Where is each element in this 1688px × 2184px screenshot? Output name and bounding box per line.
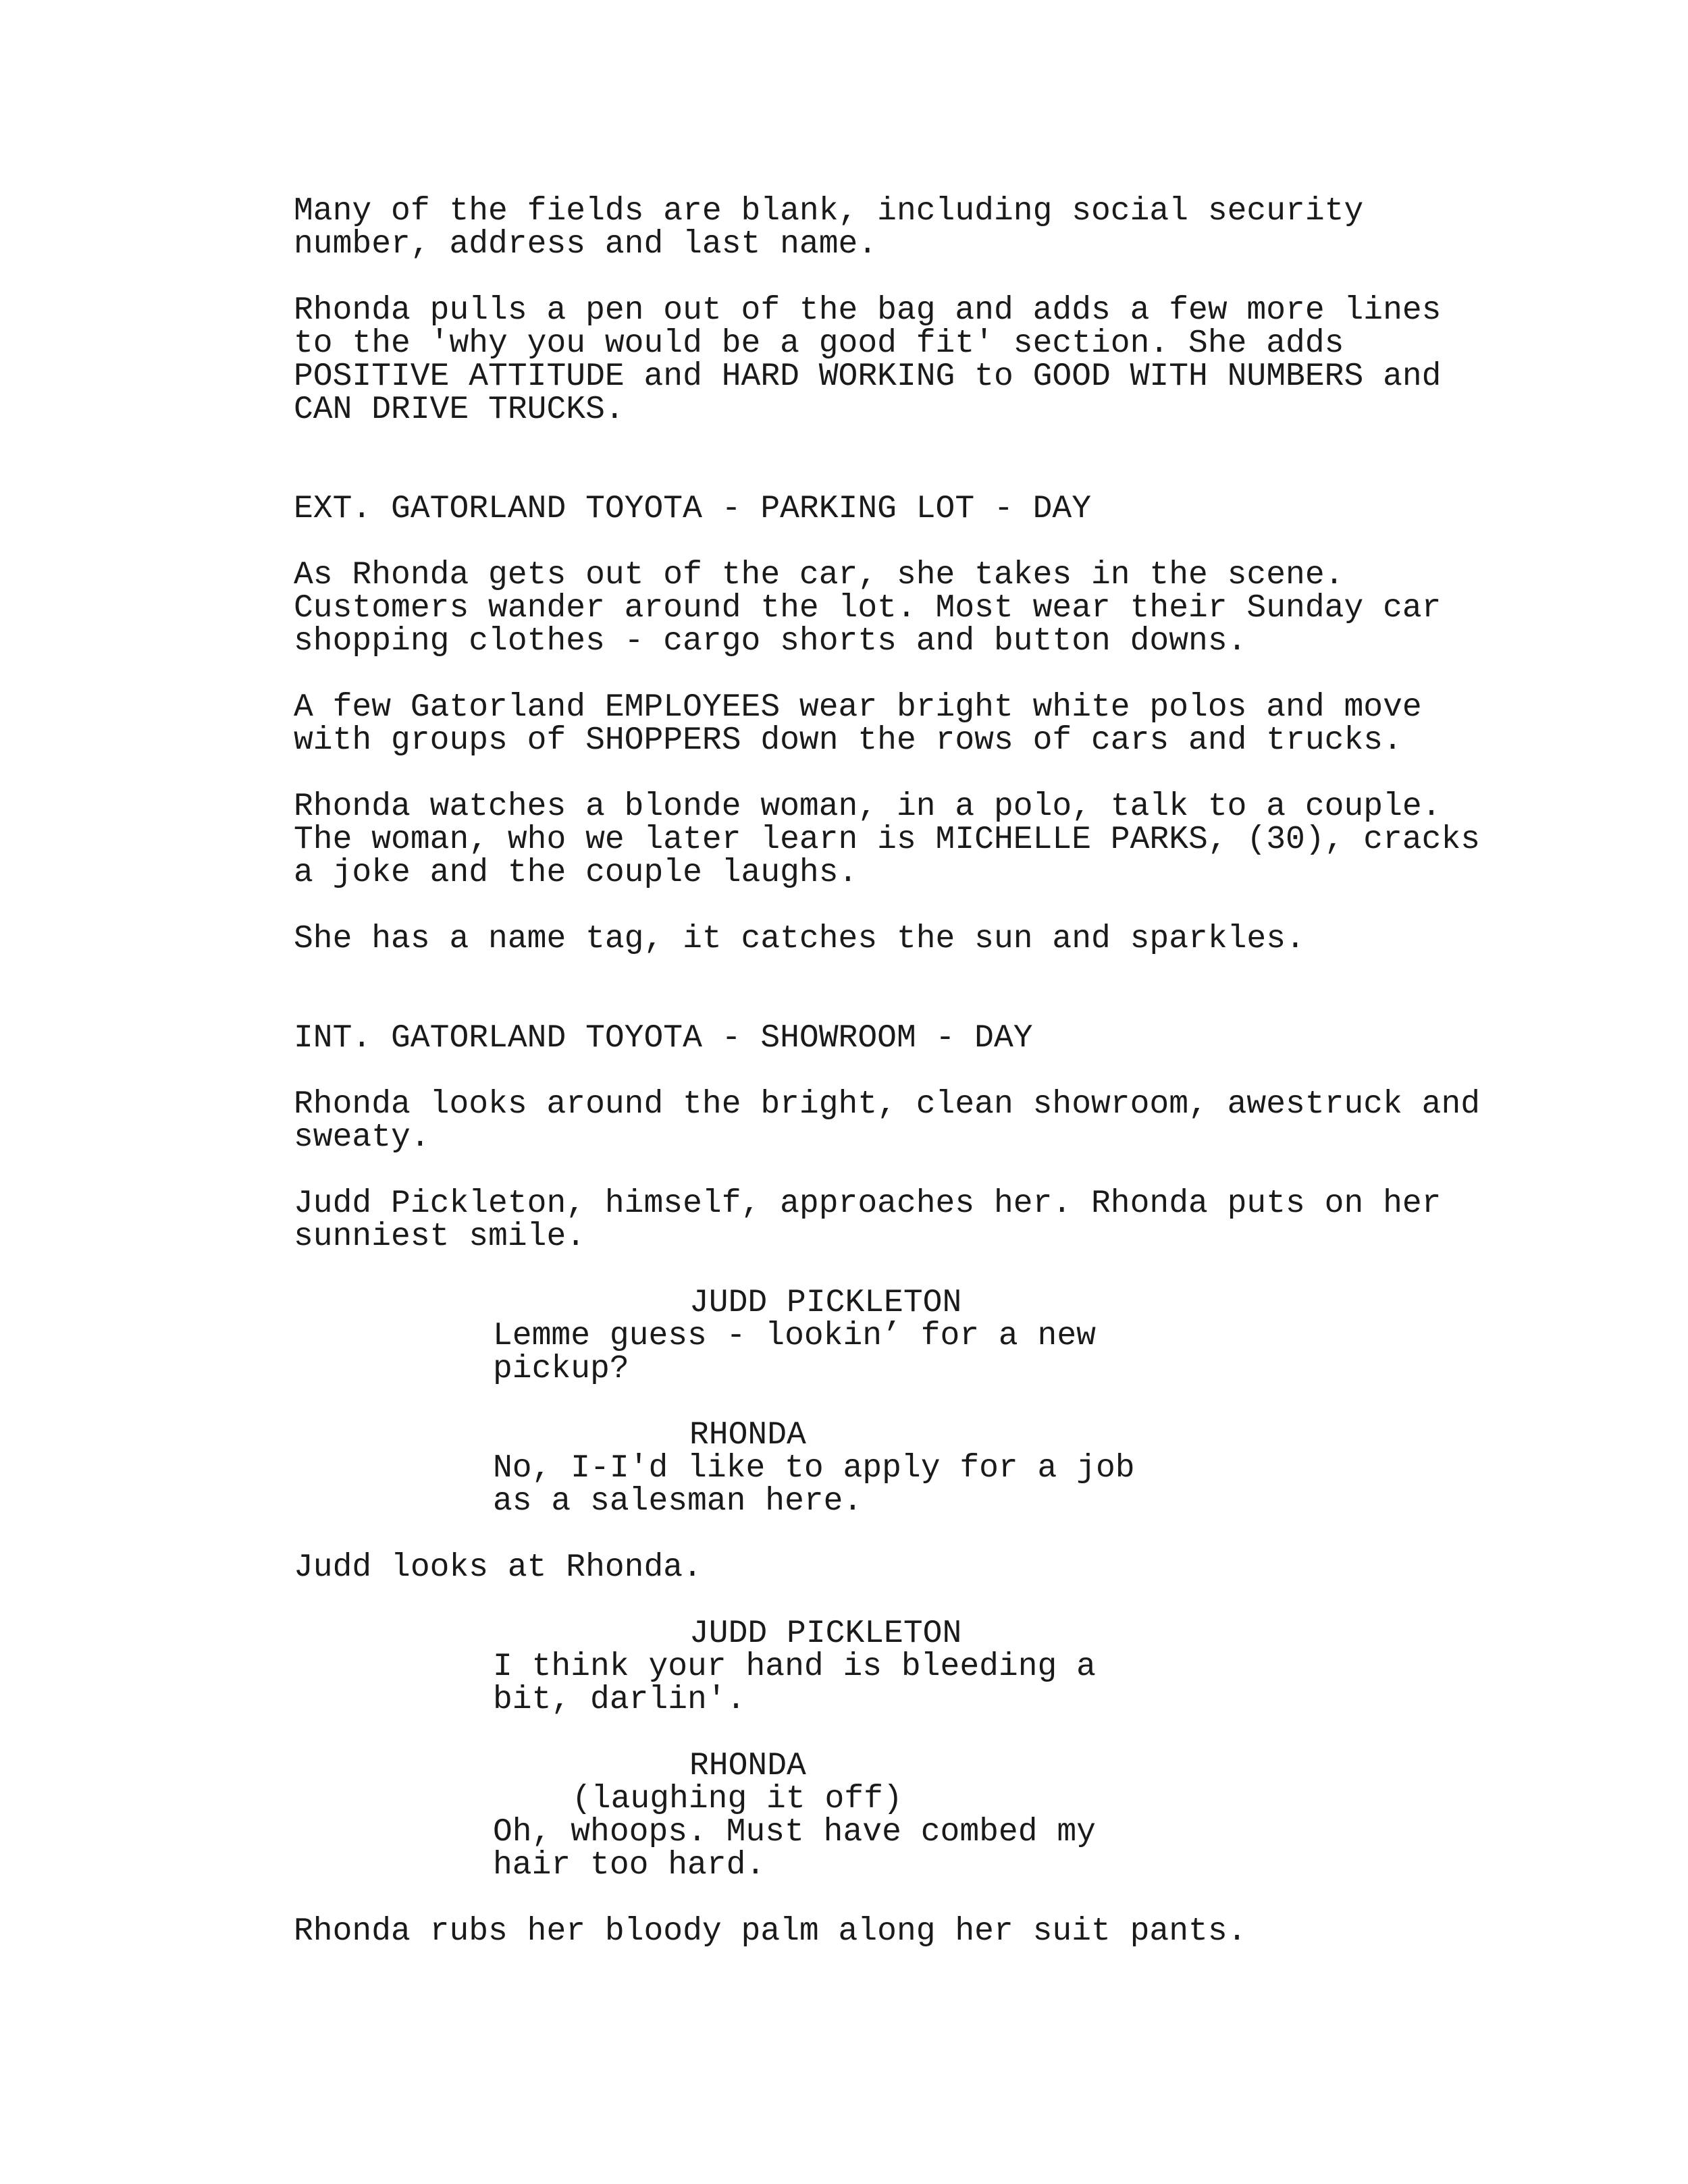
dialogue-line: I think your hand is bleeding a [493,1649,1096,1685]
action-line: She has a name tag, it catches the sun and sparkles. [294,921,1305,957]
action-line: Rhonda pulls a pen out of the bag and adds a few more lines [294,292,1442,329]
action-line: Customers wander around the lot. Most wear their Sunday car [294,590,1442,627]
character-name: JUDD PICKLETON [689,1616,962,1652]
dialogue-line: pickup? [493,1351,629,1387]
dialogue-line: Lemme guess - lookin’ for a new [493,1318,1096,1354]
character-name: JUDD PICKLETON [689,1285,962,1321]
action-line: Rhonda watches a blonde woman, in a polo, talk to a couple. [294,789,1442,825]
dialogue-line: bit, darlin'. [493,1682,746,1718]
action-line: to the 'why you would be a good fit' section. She adds [294,325,1344,362]
action-line: Judd Pickleton, himself, approaches her. Rhonda puts on her [294,1186,1442,1222]
action-line: Many of the fields are blank, including social security [294,193,1364,230]
action-line: As Rhonda gets out of the car, she takes in the scene. [294,557,1344,593]
action-line: Judd looks at Rhonda. [294,1549,702,1586]
dialogue-line: as a salesman here. [493,1483,863,1520]
action-line: CAN DRIVE TRUCKS. [294,392,625,428]
scene-heading: EXT. GATORLAND TOYOTA - PARKING LOT - DAY [294,491,1091,527]
action-line: number, address and last name. [294,226,878,263]
action-line: Rhonda looks around the bright, clean showroom, awestruck and [294,1086,1481,1123]
action-line: sunniest smile. [294,1219,586,1255]
action-line: Rhonda rubs her bloody palm along her suit pants. [294,1913,1247,1950]
action-line: The woman, who we later learn is MICHELLE PARKS, (30), cracks [294,822,1481,858]
action-line: sweaty. [294,1119,430,1156]
action-line: shopping clothes - cargo shorts and button downs. [294,623,1247,660]
dialogue-line: hair too hard. [493,1847,766,1884]
action-line: with groups of SHOPPERS down the rows of cars and trucks. [294,722,1402,759]
action-line: POSITIVE ATTITUDE and HARD WORKING to GOOD WITH NUMBERS and [294,358,1442,395]
parenthetical: (laughing it off) [572,1781,903,1817]
scene-heading: INT. GATORLAND TOYOTA - SHOWROOM - DAY [294,1020,1033,1057]
dialogue-line: Oh, whoops. Must have combed my [493,1814,1096,1850]
dialogue-line: No, I-I'd like to apply for a job [493,1450,1135,1487]
action-line: a joke and the couple laughs. [294,855,858,891]
character-name: RHONDA [689,1748,806,1784]
character-name: RHONDA [689,1417,806,1454]
action-line: A few Gatorland EMPLOYEES wear bright white polos and move [294,689,1422,726]
